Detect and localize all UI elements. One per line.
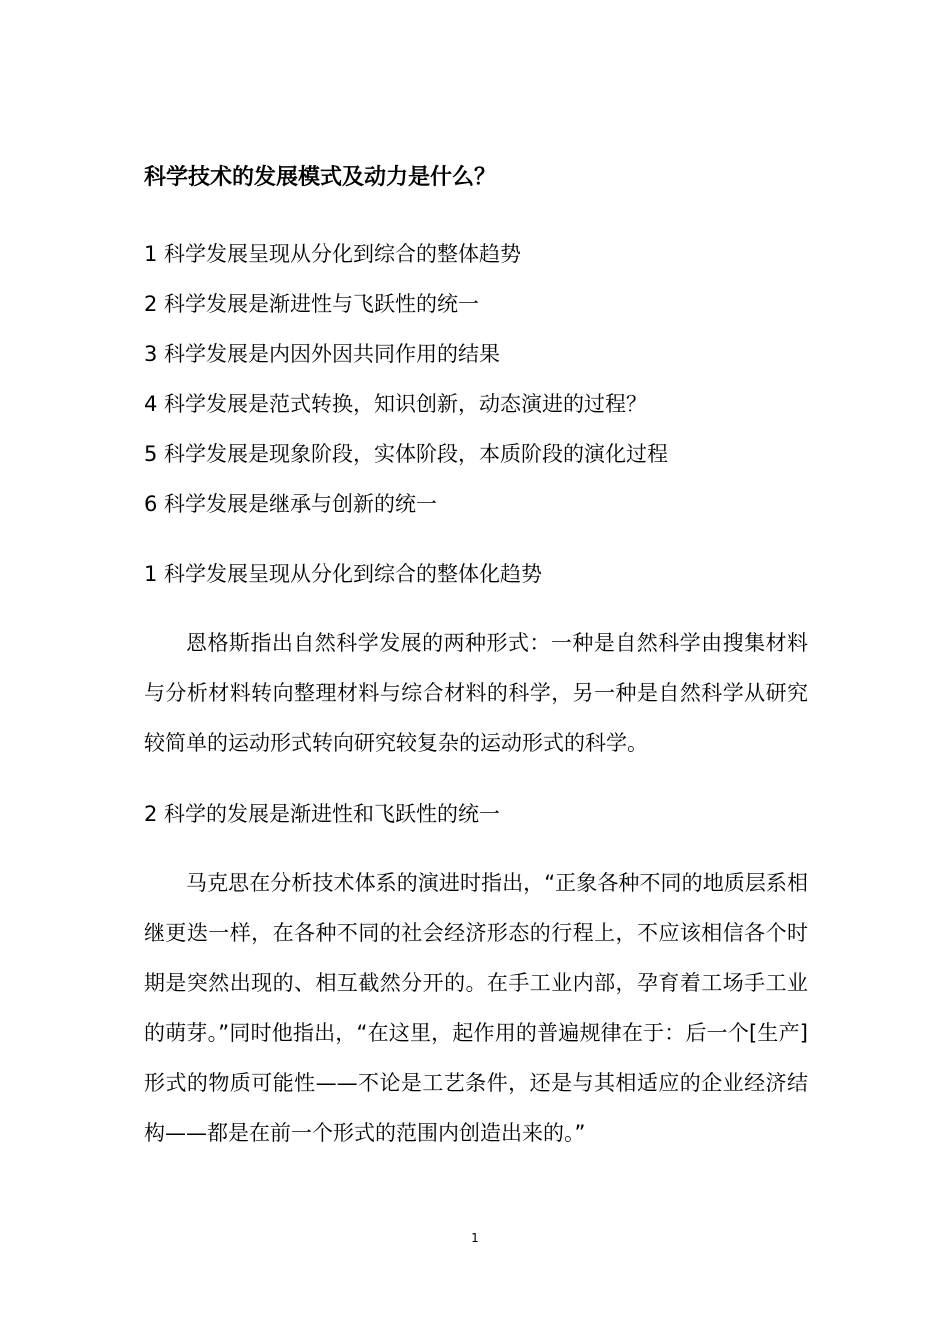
document-title: 科学技术的发展模式及动力是什么？ — [144, 165, 497, 190]
section-1-paragraph: 恩格斯指出自然科学发展的两种形式：一种是自然科学由搜集材料与分析材料转向整理材料与综合材料的科学，另一种是自然科学从研究较简单的运动形式转向研究较复杂的运动形式的科学。 — [144, 631, 808, 755]
summary-item-5: 5 科学发展是现象阶段，实体阶段，本质阶段的演化过程 — [144, 442, 669, 466]
section-2-heading: 2 科学的发展是渐进性和飞跃性的统一 — [144, 802, 501, 826]
summary-item-1: 1 科学发展呈现从分化到综合的整体趋势 — [144, 242, 522, 266]
summary-item-3: 3 科学发展是内因外因共同作用的结果 — [144, 342, 501, 366]
summary-item-6: 6 科学发展是继承与创新的统一 — [144, 492, 438, 516]
section-1-heading: 1 科学发展呈现从分化到综合的整体化趋势 — [144, 562, 543, 586]
summary-item-4: 4 科学发展是范式转换，知识创新，动态演进的过程？ — [144, 392, 648, 416]
summary-item-2: 2 科学发展是渐进性与飞跃性的统一 — [144, 292, 480, 316]
page-number: 1 — [471, 1231, 479, 1245]
section-2-paragraph: 马克思在分析技术体系的演进时指出，“正象各种不同的地质层系相继更迭一样，在各种不同的社会经济形态的行程上，不应该相信各个时期是突然出现的、相互截然分开的。在手工业内部，孕育着工场手工业的萌芽。”同时他指出，“在这里，起作用的普遍规律在于：后一个[生产]形式的物质可能性——不论是工艺条件，还是与其相适应的企业经济结构——都是在前一个形式的范围内创造出来的。” — [144, 871, 808, 1145]
